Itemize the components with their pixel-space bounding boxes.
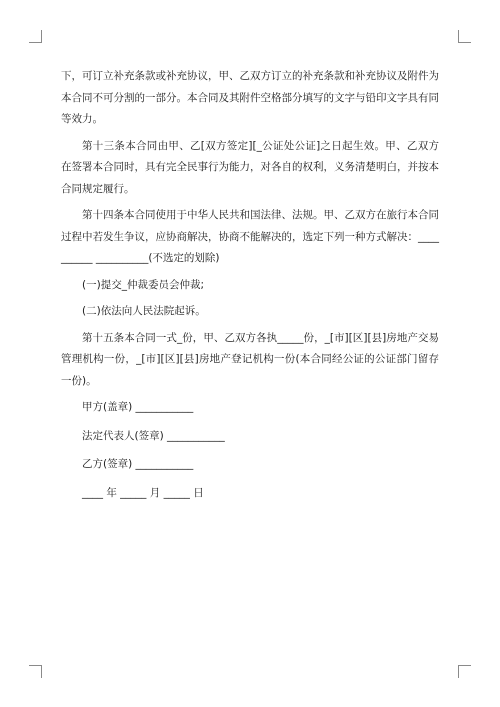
crop-mark-bottom-left: [29, 665, 42, 678]
article-14: 第十四条本合同使用于中华人民共和国法律、法规。甲、乙双方在旅行本合同过程中若发生争议，应协商解决，协商不能解决的，选定下列一种方式解决：__________ __________(不选定的划除): [61, 209, 439, 264]
signing-date: ____ 年 _____ 月 _____ 日: [82, 486, 204, 499]
party-a-seal: 甲方(盖章) ___________: [82, 401, 194, 413]
crop-mark-top-right: [458, 30, 471, 43]
paragraph-supplement: 下，可订立补充条款或补充协议，甲、乙双方订立的补充条款和补充协议及附件为本合同不可分割的一部分。本合同及其附件空格部分填写的文字与铅印文字具有同等效力。: [61, 70, 439, 125]
option-litigation: (二)依法向人民法院起诉。: [82, 305, 206, 317]
option-arbitration: (一)提交_仲裁委员会仲裁;: [82, 278, 204, 291]
article-13: 第十三条本合同由甲、乙[双方签定][_公证处公证]之日起生效。甲、乙双方在签署本合同时，具有完全民事行为能力，对各自的权利，义务清楚明白，并按本合同规定履行。: [61, 139, 439, 195]
crop-mark-bottom-right: [458, 665, 471, 678]
legal-representative-signature: 法定代表人(签章) ___________: [82, 429, 225, 442]
crop-mark-top-left: [29, 30, 42, 43]
party-b-signature: 乙方(签章) ___________: [82, 458, 194, 470]
article-15: 第十五条本合同一式_份，甲、乙双方各执_____份，_[市][区][县]房地产交易管理机构一份，_[市][区][县]房地产登记机构一份(本合同经公证的公证部门留存一份)。: [61, 331, 439, 387]
document-body: [61, 66, 439, 511]
